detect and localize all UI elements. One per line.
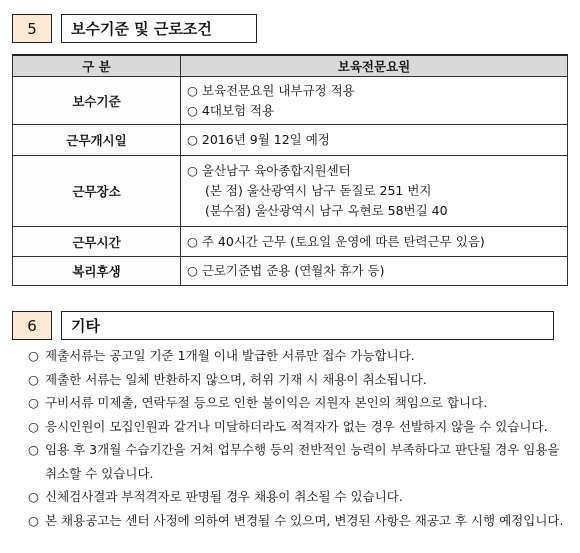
circle-bullet-icon: ○ — [28, 348, 39, 363]
table-header-category: 구 분 — [13, 55, 181, 77]
table-row — [13, 156, 568, 227]
note-text: 제출한 서류는 일체 반환하지 않으며, 허위 기재 시 채용이 취소됩니다. — [45, 371, 427, 387]
circle-bullet-icon: ○ — [28, 512, 39, 528]
section-5-title: 보수기준 및 근로조건 — [61, 14, 257, 43]
note-text: 본 채용공고는 센터 사정에 의하여 변경될 수 있으며, 변경된 사항은 재공고 후 시행 예정입니다. — [45, 512, 564, 528]
table-row — [13, 77, 568, 125]
list-item — [28, 391, 568, 415]
section-5-header — [12, 14, 257, 43]
note-text: 신체검사결과 부적격자로 판명될 경우 채용이 취소될 수 있습니다. — [45, 489, 403, 504]
notes-list — [28, 344, 568, 532]
section-5-number: 5 — [12, 14, 52, 43]
value-line: (분수점) 울산광역시 남구 옥현로 58번길 40 — [205, 203, 448, 218]
value-line: ○ 4대보험 적용 — [187, 102, 275, 118]
note-text: 임용 후 3개월 수습기간을 거쳐 업무수행 등의 전반적인 능력이 부족하다고 판단될 경우 임용을 취소할 수 있습니다. — [45, 442, 560, 481]
list-item — [28, 485, 568, 509]
list-item — [28, 438, 568, 485]
row-value-hours — [181, 227, 568, 257]
row-value-salary — [181, 77, 568, 125]
value-line: ○ 울산남구 육아종합지원센터 — [187, 163, 351, 178]
list-item — [28, 509, 568, 533]
note-text: 응시인원이 모집인원과 같거나 미달하더라도 적격자가 없는 경우 선발하지 않을 수 있습니다. — [45, 418, 548, 434]
section-6-number: 6 — [12, 311, 52, 340]
row-label-location: 근무장소 — [13, 156, 181, 227]
conditions-table — [12, 54, 568, 286]
value-line: ○ 2016년 9월 12일 예정 — [187, 132, 330, 147]
list-item — [28, 415, 568, 439]
value-line: (본 점) 울산광역시 남구 돋질로 251 번지 — [205, 183, 432, 198]
circle-bullet-icon: ○ — [28, 395, 39, 410]
list-item — [28, 344, 568, 368]
row-value-location — [181, 156, 568, 227]
circle-bullet-icon: ○ — [28, 442, 39, 457]
note-text: 제출서류는 공고일 기준 1개월 이내 발급한 서류만 접수 가능합니다. — [45, 348, 415, 363]
row-label-benefits: 복리후생 — [13, 257, 181, 286]
row-label-salary: 보수기준 — [13, 77, 181, 125]
value-line: ○ 근로기준법 준용 (연월차 휴가 등) — [187, 263, 385, 278]
value-line: ○ 보육전문요원 내부규정 적용 — [187, 82, 355, 98]
table-row — [13, 227, 568, 257]
circle-bullet-icon: ○ — [28, 371, 39, 387]
row-value-start-date — [181, 125, 568, 156]
row-label-start-date: 근무개시일 — [13, 125, 181, 156]
section-6-title: 기타 — [61, 311, 554, 340]
section-6-header — [12, 311, 554, 340]
row-value-benefits — [181, 257, 568, 286]
table-header-position: 보육전문요원 — [181, 55, 568, 77]
note-text: 구비서류 미제출, 연락두절 등으로 인한 불이익은 지원자 본인의 책임으로 합니다. — [45, 395, 488, 410]
value-line: ○ 주 40시간 근무 (토요일 운영에 따른 탄력근무 있음) — [187, 233, 485, 249]
table-row — [13, 125, 568, 156]
list-item — [28, 368, 568, 392]
row-label-hours: 근무시간 — [13, 227, 181, 257]
circle-bullet-icon: ○ — [28, 418, 39, 434]
table-header-row — [13, 55, 568, 77]
circle-bullet-icon: ○ — [28, 489, 39, 504]
table-row — [13, 257, 568, 286]
